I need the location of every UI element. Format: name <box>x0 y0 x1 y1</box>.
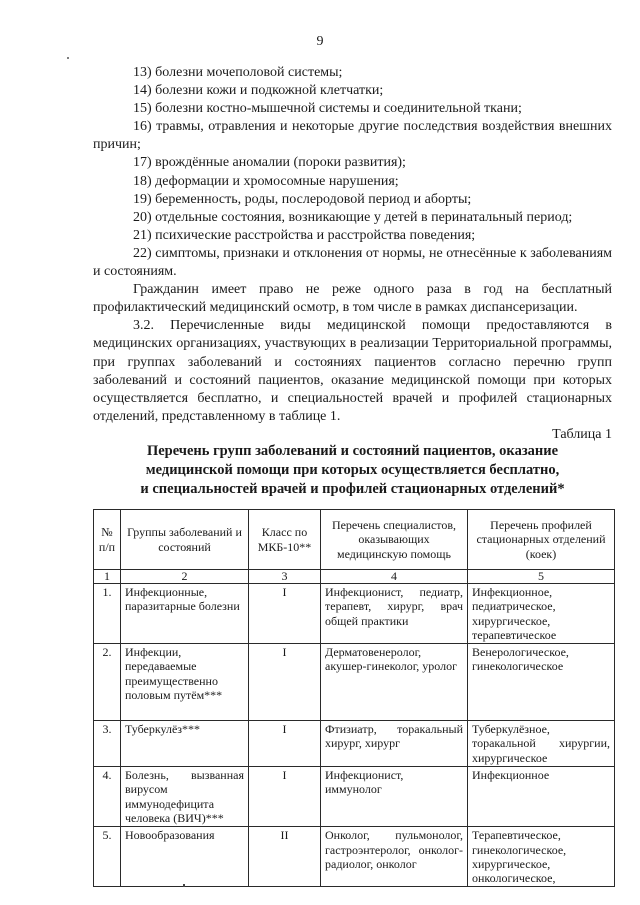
row-profiles: Венерологическое, гинекологическое <box>468 644 615 721</box>
row-class: I <box>249 721 321 767</box>
header-groups: Группы заболеваний и состояний <box>121 510 249 570</box>
table-header-row <box>94 510 615 570</box>
list-item: 18) деформации и хромосомные нарушения; <box>133 173 399 189</box>
column-number: 1 <box>94 570 121 584</box>
section-3-2-paragraph: 3.2. Перечисленные виды медицинской помощи предоставляются в медицинских организациях, участвующих в реализации Территориальной программы, при группах заболеваний и состояниях пациентов согласно перечню групп заболеваний и состояний пациентов, оказание медицинской помощи при которых осуществляется бесплатно, и специальностей врачей и профилей стационарных отделений, представленному в таблице 1. <box>93 318 612 424</box>
row-specialists: Дерматовенеролог, акушер-гинеколог, уролог <box>321 644 468 721</box>
row-group: Инфекции, передаваемые преимущественно половым путём*** <box>121 644 249 721</box>
column-number: 3 <box>249 570 321 584</box>
list-item: 13) болезни мочеполовой системы; <box>133 65 343 80</box>
row-profiles: Инфекционное, педиатрическое, хирургическое, терапевтическое <box>468 584 615 644</box>
body-text <box>93 64 612 444</box>
row-specialists: Инфекционист, педиатр, терапевт, хирург, врач общей практики <box>321 584 468 644</box>
row-profiles: Туберкулёзное, торакальной хирургии, хирургическое <box>468 721 615 767</box>
column-number-row <box>94 570 615 584</box>
row-num: 3. <box>94 721 121 767</box>
row-group: Инфекционные, паразитарные болезни <box>121 584 249 644</box>
table-title-line: и специальностей врачей и профилей стационарных отделений* <box>140 481 565 497</box>
row-class: I <box>249 584 321 644</box>
column-number: 2 <box>121 570 249 584</box>
list-item: 15) болезни костно-мышечной системы и соединительной ткани; <box>133 101 522 117</box>
table-row <box>94 644 615 721</box>
row-group: Новообразования <box>121 827 249 887</box>
table-row <box>94 767 615 827</box>
row-group: Туберкулёз*** <box>121 721 249 767</box>
row-group: Болезнь, вызванная вирусом иммунодефицита человека (ВИЧ)*** <box>121 767 249 827</box>
table-row <box>94 827 615 887</box>
table-row <box>94 721 615 767</box>
list-item: 14) болезни кожи и подкожной клетчатки; <box>133 83 384 99</box>
diseases-table <box>93 509 615 887</box>
row-class: I <box>249 767 321 827</box>
checkup-paragraph: Гражданин имеет право не реже одного раза в год на бесплатный профилактический медицинский осмотр, в том числе в рамках диспансеризации. <box>93 282 612 316</box>
list-item: 17) врождённые аномалии (пороки развития); <box>133 155 406 171</box>
row-num: 5. <box>94 827 121 887</box>
list-item: 19) беременность, роды, послеродовой период и аборты; <box>133 191 472 207</box>
page-number: 9 <box>316 34 324 49</box>
row-profiles: Терапевтическое, гинекологическое, хирургическое, онкологическое, <box>468 827 615 887</box>
column-number: 4 <box>321 570 468 584</box>
header-specialists: Перечень специалистов, оказывающих медицинскую помощь <box>321 510 468 570</box>
table-row <box>94 584 615 644</box>
table-title-line: медицинской помощи при которых осуществляется бесплатно, <box>145 462 560 478</box>
row-specialists: Онколог, пульмонолог, гастроэнтеролог, онколог-радиолог, онколог <box>321 827 468 887</box>
row-profiles: Инфекционное <box>468 767 615 827</box>
table-caption: Таблица 1 <box>552 426 612 442</box>
row-specialists: Инфекционист, иммунолог <box>321 767 468 827</box>
table-title-line: Перечень групп заболеваний и состояний пациентов, оказание <box>146 443 559 459</box>
header-num: № п/п <box>94 510 121 570</box>
row-class: II <box>249 827 321 887</box>
row-num: 1. <box>94 584 121 644</box>
row-num: 2. <box>94 644 121 721</box>
table-title <box>93 442 612 499</box>
header-profiles: Перечень профилей стационарных отделений (коек) <box>468 510 615 570</box>
scan-speck <box>67 57 69 59</box>
list-item: 20) отдельные состояния, возникающие у детей в перинатальный период; <box>133 209 573 225</box>
list-item: 22) симптомы, признаки и отклонения от нормы, не отнесённые к заболеваниям и состояниям. <box>93 245 612 280</box>
list-item: 21) психические расстройства и расстройства поведения; <box>133 227 476 243</box>
column-number: 5 <box>468 570 615 584</box>
list-item: 16) травмы, отравления и некоторые другие последствия воздействия внешних причин; <box>93 119 612 153</box>
row-specialists: Фтизиатр, торакальный хирург, хирург <box>321 721 468 767</box>
scan-speck <box>183 884 185 887</box>
row-class: I <box>249 644 321 721</box>
row-num: 4. <box>94 767 121 827</box>
header-class: Класс по МКБ-10** <box>249 510 321 570</box>
